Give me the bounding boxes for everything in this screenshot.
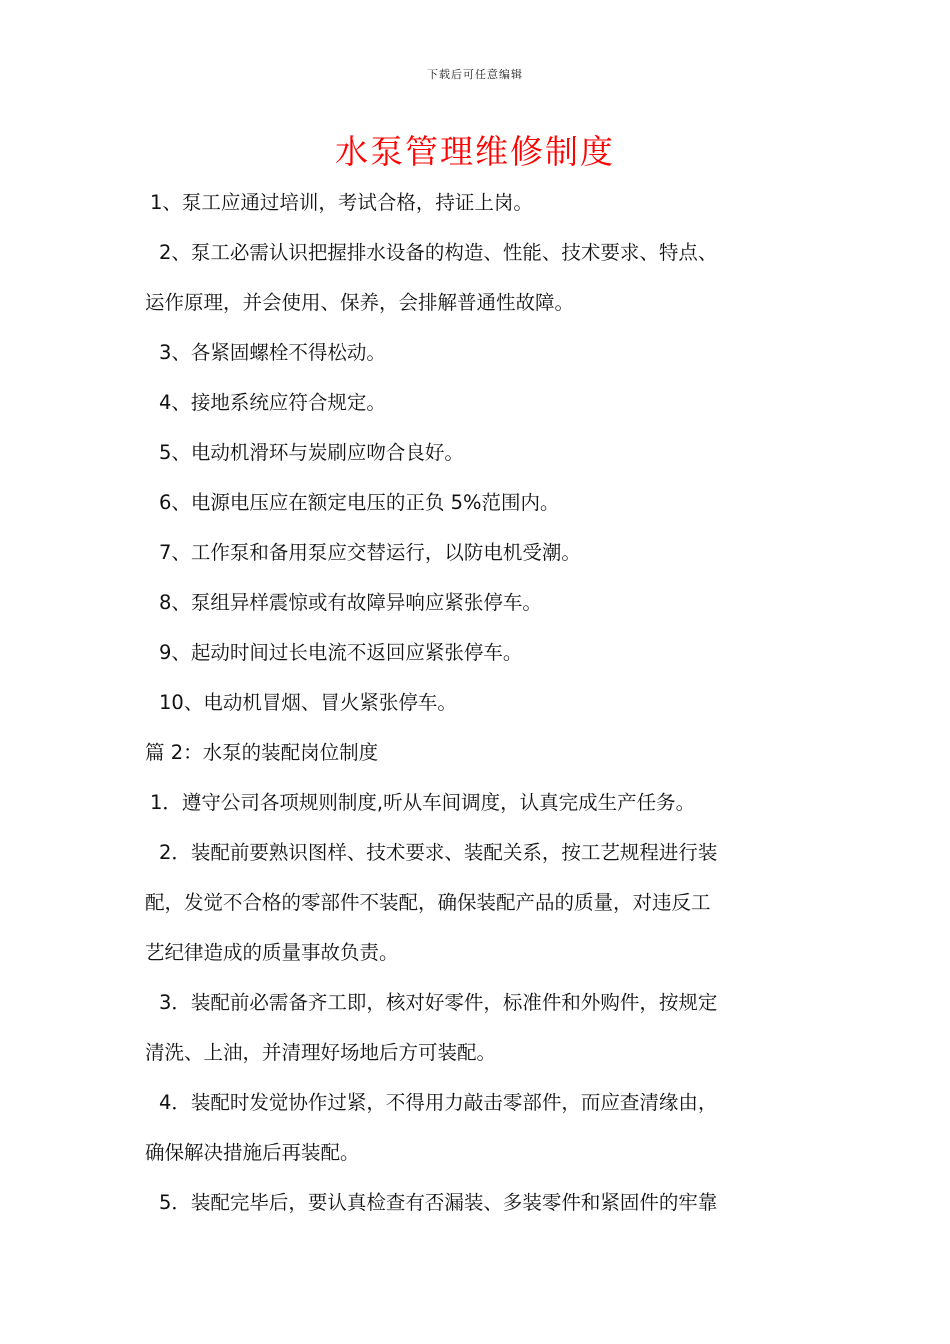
document-title: 水泵管理维修制度 (335, 132, 615, 171)
paragraph-line: 清洗、上油，并清理好场地后方可装配。 (145, 1041, 497, 1064)
paragraph-line: 7、工作泵和备用泵应交替运行，以防电机受潮。 (159, 541, 581, 564)
paragraph-line: 9、起动时间过长电流不返回应紧张停车。 (159, 641, 523, 664)
paragraph-line: 确保解决措施后再装配。 (145, 1141, 360, 1164)
paragraph-line: 3、各紧固螺栓不得松动。 (159, 341, 386, 364)
paragraph-line: 5、电动机滑环与炭刷应吻合良好。 (159, 441, 464, 464)
paragraph-line: 3．装配前必需备齐工即，核对好零件，标准件和外购件，按规定 (159, 991, 718, 1014)
paragraph-line: 1、泵工应通过培训，考试合格，持证上岗。 (150, 191, 533, 214)
paragraph-line: 6、电源电压应在额定电压的正负 5%范围内。 (159, 491, 560, 514)
paragraph-line: 8、泵组异样震惊或有故障异响应紧张停车。 (159, 591, 542, 614)
paragraph-line: 4．装配时发觉协作过紧，不得用力敲击零部件，而应查清缘由， (159, 1091, 718, 1114)
paragraph-line: 2、泵工必需认识把握排水设备的构造、性能、技术要求、特点、 (159, 241, 718, 264)
paragraph-line: 5．装配完毕后，要认真检查有否漏装、多装零件和紧固件的牢靠 (159, 1191, 718, 1214)
paragraph-line: 10、电动机冒烟、冒火紧张停车。 (159, 691, 457, 714)
paragraph-line: 4、接地系统应符合规定。 (159, 391, 386, 414)
paragraph-line: 配，发觉不合格的零部件不装配，确保装配产品的质量，对违反工 (145, 891, 711, 914)
paragraph-line: 艺纪律造成的质量事故负责。 (145, 941, 399, 964)
paragraph-line: 2．装配前要熟识图样、技术要求、装配关系，按工艺规程进行装 (159, 841, 718, 864)
section-heading: 篇 2：水泵的装配岗位制度 (145, 741, 379, 764)
header-note: 下载后可任意编辑 (427, 68, 523, 81)
paragraph-line: 运作原理，并会使用、保养，会排解普通性故障。 (145, 291, 575, 314)
document-body (145, 178, 810, 1228)
paragraph-line: 1．遵守公司各项规则制度,听从车间调度，认真完成生产任务。 (150, 791, 696, 814)
